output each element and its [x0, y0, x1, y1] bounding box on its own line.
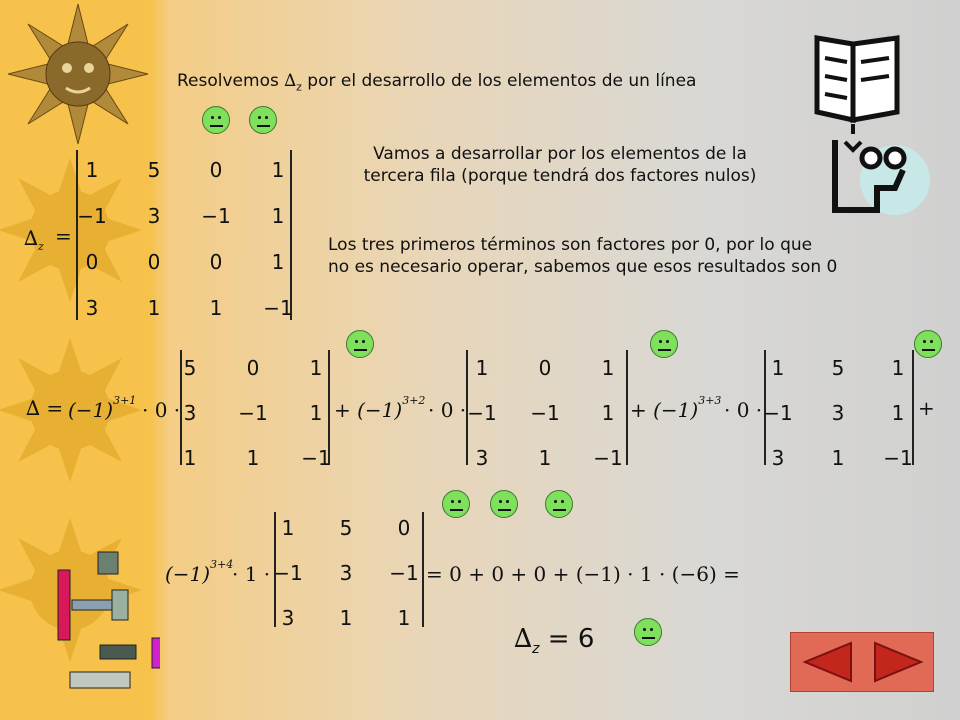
matrix-cell: 1: [271, 204, 285, 228]
smiley-icon: [202, 106, 230, 134]
navigation-bar: [790, 632, 934, 692]
matrix-cell: 0: [397, 516, 411, 540]
page-title: [177, 70, 696, 98]
term2-sign: + $(-1)^{3+2}$: [334, 394, 426, 422]
para1-line1: Vamos a desarrollar por los elementos de la: [373, 144, 747, 164]
final-sum: = 0 + 0 + 0 + (−1) · 1 · (−6) =: [426, 562, 740, 586]
expansion-lhs: ∆ =: [26, 396, 64, 420]
smiley-icon: [249, 106, 277, 134]
matrix-cell: −1: [389, 561, 419, 585]
matrix-cell: 3: [147, 204, 161, 228]
delta-z-label: $\Delta_z$: [24, 226, 44, 253]
matrix-cell: 1: [183, 446, 197, 470]
matrix-cell: 0: [147, 250, 161, 274]
matrix-cell: −1: [273, 561, 303, 585]
matrix-cell: 3: [183, 401, 197, 425]
matrix-cell: 5: [183, 356, 197, 380]
term1-factor: · 0 ·: [142, 398, 181, 422]
matrix-cell: 1: [271, 250, 285, 274]
matrix-cell: 1: [601, 401, 615, 425]
term3-factor: · 0 ·: [724, 398, 763, 422]
matrix-cell: −1: [530, 401, 560, 425]
smiley-icon: [650, 330, 678, 358]
matrix-cell: 1: [281, 516, 295, 540]
matrix-cell: 0: [209, 158, 223, 182]
result: [514, 624, 594, 657]
term2-factor: · 0 ·: [428, 398, 467, 422]
result-sub: z: [532, 641, 540, 658]
smiley-icon: [346, 330, 374, 358]
matrix-cell: 1: [601, 356, 615, 380]
term1-sign: $(-1)^{3+1}$: [68, 394, 137, 422]
matrix-cell: 3: [771, 446, 785, 470]
matrix-cell: −1: [263, 296, 293, 320]
matrix-cell: −1: [77, 204, 107, 228]
matrix-cell: 1: [771, 356, 785, 380]
prev-button[interactable]: [791, 633, 863, 691]
book-reader-icon: [805, 30, 930, 230]
matrix-cell: 1: [309, 401, 323, 425]
matrix-cell: 3: [339, 561, 353, 585]
matrix-cell: 1: [891, 401, 905, 425]
explanation-row-expansion: [310, 143, 810, 187]
triangle-right-icon: [863, 633, 935, 691]
matrix-cell: 1: [309, 356, 323, 380]
term4-sign: $(-1)^{3+4}$: [165, 558, 234, 586]
matrix-cell: 5: [831, 356, 845, 380]
equals-sign: =: [55, 224, 72, 248]
matrix-cell: 1: [246, 446, 260, 470]
matrix-cell: 1: [538, 446, 552, 470]
matrix-cell: −1: [467, 401, 497, 425]
matrix-cell: 1: [209, 296, 223, 320]
matrix-cell: −1: [238, 401, 268, 425]
matrix-cell: 3: [281, 606, 295, 630]
matrix-cell: −1: [201, 204, 231, 228]
matrix-cell: 0: [538, 356, 552, 380]
matrix-cell: 1: [85, 158, 99, 182]
next-button[interactable]: [863, 633, 935, 691]
matrix-cell: 3: [85, 296, 99, 320]
sun-face-icon: [8, 4, 148, 144]
matrix-cell: −1: [763, 401, 793, 425]
para2-line1: Los tres primeros términos son factores por 0, por lo que: [328, 235, 813, 255]
matrix-cell: −1: [301, 446, 331, 470]
matrix-cell: 1: [147, 296, 161, 320]
para2-line2: no es necesario operar, sabemos que esos resultados son 0: [328, 257, 838, 277]
matrix-cell: 0: [85, 250, 99, 274]
matrix-cell: −1: [593, 446, 623, 470]
matrix-cell: 5: [339, 516, 353, 540]
matrix-cell: 1: [475, 356, 489, 380]
trailing-plus: +: [918, 396, 935, 420]
matrix-cell: 0: [246, 356, 260, 380]
smiley-icon: [914, 330, 942, 358]
result-delta: ∆: [514, 624, 533, 654]
triangle-left-icon: [791, 633, 863, 691]
term4-factor: · 1 ·: [232, 562, 271, 586]
matrix-cell: 3: [831, 401, 845, 425]
term3-sign: + $(-1)^{3+3}$: [630, 394, 722, 422]
result-value: = 6: [547, 624, 595, 654]
matrix-cell: 3: [475, 446, 489, 470]
title-prefix: Resolvemos: [177, 71, 285, 91]
smiley-icon: [490, 490, 518, 518]
smiley-icon: [634, 618, 662, 646]
matrix-cell: −1: [883, 446, 913, 470]
decorative-suns: [0, 0, 160, 720]
matrix-cell: 1: [397, 606, 411, 630]
matrix-cell: 0: [209, 250, 223, 274]
smiley-icon: [545, 490, 573, 518]
smiley-icon: [442, 490, 470, 518]
matrix-cell: 1: [339, 606, 353, 630]
matrix-cell: 5: [147, 158, 161, 182]
title-delta: ∆: [284, 71, 297, 91]
matrix-cell: 1: [831, 446, 845, 470]
matrix-cell: 1: [891, 356, 905, 380]
explanation-zero-terms: [328, 234, 928, 278]
para1-line2: tercera fila (porque tendrá dos factores nulos): [363, 166, 757, 186]
title-suffix: por el desarrollo de los elementos de un línea: [301, 71, 697, 91]
title-sub: z: [296, 80, 302, 94]
matrix-cell: 1: [271, 158, 285, 182]
